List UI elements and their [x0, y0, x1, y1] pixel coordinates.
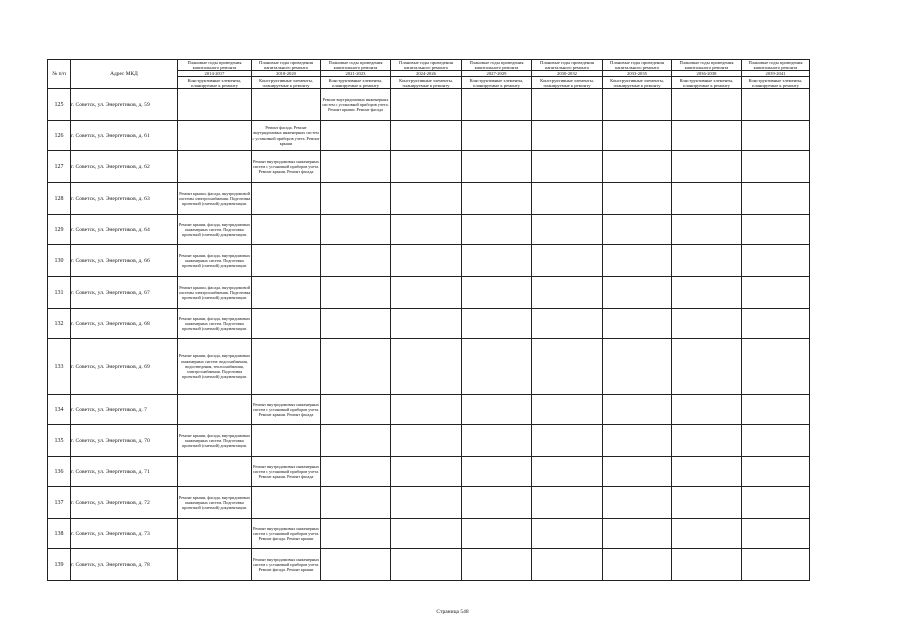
empty-cell	[462, 215, 532, 245]
empty-cell	[321, 309, 391, 339]
period-title: Плановые годы проведения капитального ремонта	[252, 60, 321, 71]
row-works: Ремонт крыши, фасада, внутридомовой системы электроснабжения. Подготовка проектной (сметной) документации.	[178, 277, 252, 309]
empty-cell	[532, 309, 603, 339]
period-title: Плановые годы проведения капитального ремонта	[532, 60, 603, 71]
empty-cell	[672, 425, 742, 457]
empty-cell	[532, 549, 603, 581]
empty-cell	[321, 245, 391, 277]
empty-cell	[603, 151, 672, 183]
row-address: г. Советск, ул. Энергетиков, д. 72	[71, 487, 178, 519]
empty-cell	[532, 395, 603, 425]
row-number: 136	[48, 457, 71, 487]
empty-cell	[603, 487, 672, 519]
empty-cell	[742, 89, 810, 121]
empty-cell	[391, 277, 462, 309]
empty-cell	[462, 339, 532, 395]
period-label: 2039-2041	[742, 71, 810, 77]
empty-cell	[178, 89, 252, 121]
row-address: г. Советск, ул. Энергетиков, д. 63	[71, 183, 178, 215]
empty-cell	[532, 89, 603, 121]
table-row	[48, 457, 810, 487]
empty-cell	[742, 519, 810, 549]
empty-cell	[252, 339, 321, 395]
empty-cell	[252, 487, 321, 519]
empty-cell	[462, 519, 532, 549]
page-footer: Страница 548	[436, 609, 469, 615]
empty-cell	[672, 457, 742, 487]
empty-cell	[391, 215, 462, 245]
empty-cell	[742, 121, 810, 151]
row-number: 129	[48, 215, 71, 245]
row-address: г. Советск, ул. Энергетиков, д. 69	[71, 339, 178, 395]
table-row	[48, 425, 810, 457]
table-row	[48, 309, 810, 339]
table-row	[48, 89, 810, 121]
row-address: г. Советск, ул. Энергетиков, д. 68	[71, 309, 178, 339]
works-header: Конструктивные элементы, планируемые к ремонту	[178, 77, 252, 89]
empty-cell	[321, 277, 391, 309]
empty-cell	[672, 151, 742, 183]
empty-cell	[462, 425, 532, 457]
row-address: г. Советск, ул. Энергетиков, д. 73	[71, 519, 178, 549]
empty-cell	[603, 121, 672, 151]
empty-cell	[532, 487, 603, 519]
empty-cell	[462, 457, 532, 487]
empty-cell	[462, 309, 532, 339]
empty-cell	[672, 395, 742, 425]
works-header: Конструктивные элементы, планируемые к ремонту	[391, 77, 462, 89]
empty-cell	[321, 519, 391, 549]
address-header: Адрес МКД	[71, 60, 178, 89]
row-address: г. Советск, ул. Энергетиков, д. 62	[71, 151, 178, 183]
row-address: г. Советск, ул. Энергетиков, д. 70	[71, 425, 178, 457]
empty-cell	[672, 519, 742, 549]
empty-cell	[252, 309, 321, 339]
row-works: Ремонт внутридомовых инженерных систем с установкой приборов учета. Ремонт фасада. Ремонт крыши	[252, 549, 321, 581]
period-label: 2030-2032	[532, 71, 603, 77]
empty-cell	[252, 215, 321, 245]
empty-cell	[742, 425, 810, 457]
empty-cell	[532, 151, 603, 183]
table-row	[48, 215, 810, 245]
row-works: Ремонт внутридомовых инженерных систем с установкой приборов учета. Ремонт крыши. Ремонт фасада	[321, 89, 391, 121]
empty-cell	[603, 309, 672, 339]
table-row	[48, 549, 810, 581]
table-row	[48, 151, 810, 183]
empty-cell	[603, 549, 672, 581]
empty-cell	[672, 277, 742, 309]
empty-cell	[178, 151, 252, 183]
table-row	[48, 245, 810, 277]
empty-cell	[462, 395, 532, 425]
table-row	[48, 519, 810, 549]
empty-cell	[532, 519, 603, 549]
row-works: Ремонт крыши, фасада, внутридомовых инженерных систем. Подготовка проектной (сметной) документации.	[178, 487, 252, 519]
empty-cell	[321, 121, 391, 151]
empty-cell	[178, 395, 252, 425]
empty-cell	[603, 183, 672, 215]
empty-cell	[672, 89, 742, 121]
repair-schedule-table	[47, 59, 810, 581]
empty-cell	[252, 245, 321, 277]
row-works: Ремонт крыши, фасада, внутридомовых инженерных систем. Подготовка проектной (сметной) документации.	[178, 245, 252, 277]
row-address: г. Советск, ул. Энергетиков, д. 71	[71, 457, 178, 487]
table-row	[48, 395, 810, 425]
period-label: 2036-2038	[672, 71, 742, 77]
empty-cell	[462, 549, 532, 581]
empty-cell	[321, 487, 391, 519]
row-works: Ремонт внутридомовых инженерных систем с установкой приборов учета. Ремонт крыши. Ремонт фасада	[252, 151, 321, 183]
table-body	[48, 89, 810, 581]
empty-cell	[321, 215, 391, 245]
empty-cell	[391, 245, 462, 277]
empty-cell	[742, 309, 810, 339]
empty-cell	[742, 245, 810, 277]
row-number: 133	[48, 339, 71, 395]
empty-cell	[672, 215, 742, 245]
empty-cell	[603, 245, 672, 277]
empty-cell	[462, 277, 532, 309]
empty-cell	[391, 89, 462, 121]
row-number: 127	[48, 151, 71, 183]
empty-cell	[532, 277, 603, 309]
empty-cell	[532, 425, 603, 457]
empty-cell	[532, 121, 603, 151]
empty-cell	[321, 395, 391, 425]
empty-cell	[252, 277, 321, 309]
empty-cell	[321, 549, 391, 581]
empty-cell	[178, 519, 252, 549]
period-title: Плановые годы проведения капитального ремонта	[321, 60, 391, 71]
empty-cell	[462, 245, 532, 277]
empty-cell	[391, 183, 462, 215]
empty-cell	[391, 519, 462, 549]
empty-cell	[321, 457, 391, 487]
empty-cell	[742, 183, 810, 215]
empty-cell	[672, 487, 742, 519]
period-label: 2024-2026	[391, 71, 462, 77]
period-label: 2021-2023	[321, 71, 391, 77]
row-works: Ремонт крыши, фасада, внутридомовых инженерных систем. Подготовка проектной (сметной) документации.	[178, 309, 252, 339]
works-header: Конструктивные элементы, планируемые к ремонту	[252, 77, 321, 89]
table-row	[48, 183, 810, 215]
period-title: Плановые годы проведения капитального ремонта	[742, 60, 810, 71]
empty-cell	[742, 277, 810, 309]
empty-cell	[532, 215, 603, 245]
works-header: Конструктивные элементы, планируемые к ремонту	[462, 77, 532, 89]
row-number: 132	[48, 309, 71, 339]
empty-cell	[603, 277, 672, 309]
empty-cell	[391, 487, 462, 519]
empty-cell	[178, 121, 252, 151]
row-address: г. Советск, ул. Энергетиков, д. 59	[71, 89, 178, 121]
row-number: 131	[48, 277, 71, 309]
empty-cell	[462, 487, 532, 519]
empty-cell	[672, 549, 742, 581]
empty-cell	[391, 425, 462, 457]
empty-cell	[742, 549, 810, 581]
empty-cell	[252, 425, 321, 457]
period-label: 2033-2035	[603, 71, 672, 77]
empty-cell	[321, 183, 391, 215]
empty-cell	[391, 457, 462, 487]
table-row	[48, 487, 810, 519]
table-row	[48, 121, 810, 151]
period-label: 2018-2020	[252, 71, 321, 77]
empty-cell	[391, 339, 462, 395]
row-works: Ремонт крыши, фасада, внутридомовых инженерных систем. Подготовка проектной (сметной) документации.	[178, 215, 252, 245]
row-number: 135	[48, 425, 71, 457]
empty-cell	[178, 549, 252, 581]
empty-cell	[391, 309, 462, 339]
empty-cell	[321, 425, 391, 457]
works-header: Конструктивные элементы, планируемые к ремонту	[532, 77, 603, 89]
empty-cell	[532, 183, 603, 215]
empty-cell	[742, 395, 810, 425]
works-header: Конструктивные элементы, планируемые к ремонту	[672, 77, 742, 89]
empty-cell	[603, 339, 672, 395]
row-number: 125	[48, 89, 71, 121]
period-label: 2014-2017	[178, 71, 252, 77]
period-title: Плановые годы проведения капитального ремонта	[178, 60, 252, 71]
row-works: Ремонт внутридомовых инженерных систем с установкой приборов учета. Ремонт фасада. Ремонт крыши	[252, 519, 321, 549]
empty-cell	[742, 487, 810, 519]
table-row	[48, 277, 810, 309]
period-title: Плановые годы проведения капитального ремонта	[672, 60, 742, 71]
row-works: Ремонт крыши, фасада, внутридомовых инженерных систем: водоснабжения, водоотведения, теплоснабжения, электроснабжения. Подготовка проектной (сметной) документации.	[178, 339, 252, 395]
row-works: Ремонт крыши, фасада, внутридомовых инженерных систем. Подготовка проектной (сметной) документации.	[178, 425, 252, 457]
empty-cell	[603, 395, 672, 425]
row-address: г. Советск, ул. Энергетиков, д. 64	[71, 215, 178, 245]
empty-cell	[391, 549, 462, 581]
empty-cell	[603, 519, 672, 549]
row-number: 134	[48, 395, 71, 425]
works-header: Конструктивные элементы, планируемые к ремонту	[321, 77, 391, 89]
empty-cell	[742, 215, 810, 245]
empty-cell	[462, 89, 532, 121]
period-title: Плановые годы проведения капитального ремонта	[603, 60, 672, 71]
empty-cell	[672, 245, 742, 277]
row-works: Ремонт внутридомовых инженерных систем с установкой приборов учета. Ремонт крыши. Ремонт фасада	[252, 395, 321, 425]
row-address: г. Советск, ул. Энергетиков, д. 78	[71, 549, 178, 581]
works-header: Конструктивные элементы, планируемые к ремонту	[742, 77, 810, 89]
empty-cell	[462, 121, 532, 151]
row-number: 138	[48, 519, 71, 549]
empty-cell	[603, 425, 672, 457]
row-works: Ремонт крыши, фасада, внутридомовой системы электроснабжения. Подготовка проектной (сметной) документации.	[178, 183, 252, 215]
empty-cell	[672, 183, 742, 215]
empty-cell	[391, 395, 462, 425]
empty-cell	[672, 339, 742, 395]
empty-cell	[321, 151, 391, 183]
empty-cell	[391, 151, 462, 183]
works-header: Конструктивные элементы, планируемые к ремонту	[603, 77, 672, 89]
empty-cell	[742, 339, 810, 395]
empty-cell	[742, 151, 810, 183]
num-header: № п/п	[48, 60, 71, 89]
empty-cell	[672, 309, 742, 339]
empty-cell	[178, 457, 252, 487]
period-title: Плановые годы проведения капитального ремонта	[391, 60, 462, 71]
empty-cell	[532, 457, 603, 487]
row-number: 130	[48, 245, 71, 277]
row-address: г. Советск, ул. Энергетиков, д. 7	[71, 395, 178, 425]
table-row	[48, 339, 810, 395]
row-works: Ремонт внутридомовых инженерных систем с установкой приборов учета. Ремонт крыши. Ремонт фасада	[252, 457, 321, 487]
period-label: 2027-2029	[462, 71, 532, 77]
empty-cell	[603, 89, 672, 121]
empty-cell	[742, 457, 810, 487]
empty-cell	[603, 215, 672, 245]
period-title: Плановые годы проведения капитального ремонта	[462, 60, 532, 71]
empty-cell	[321, 339, 391, 395]
row-number: 128	[48, 183, 71, 215]
empty-cell	[532, 339, 603, 395]
empty-cell	[252, 89, 321, 121]
row-address: г. Советск, ул. Энергетиков, д. 66	[71, 245, 178, 277]
row-number: 137	[48, 487, 71, 519]
row-number: 139	[48, 549, 71, 581]
empty-cell	[462, 183, 532, 215]
empty-cell	[462, 151, 532, 183]
empty-cell	[252, 183, 321, 215]
empty-cell	[532, 245, 603, 277]
row-number: 126	[48, 121, 71, 151]
empty-cell	[672, 121, 742, 151]
row-works: Ремонт фасада. Ремонт внутридомовых инженерных систем с установкой приборов учета. Ремонт крыши	[252, 121, 321, 151]
row-address: г. Советск, ул. Энергетиков, д. 61	[71, 121, 178, 151]
empty-cell	[603, 457, 672, 487]
row-address: г. Советск, ул. Энергетиков, д. 67	[71, 277, 178, 309]
empty-cell	[391, 121, 462, 151]
